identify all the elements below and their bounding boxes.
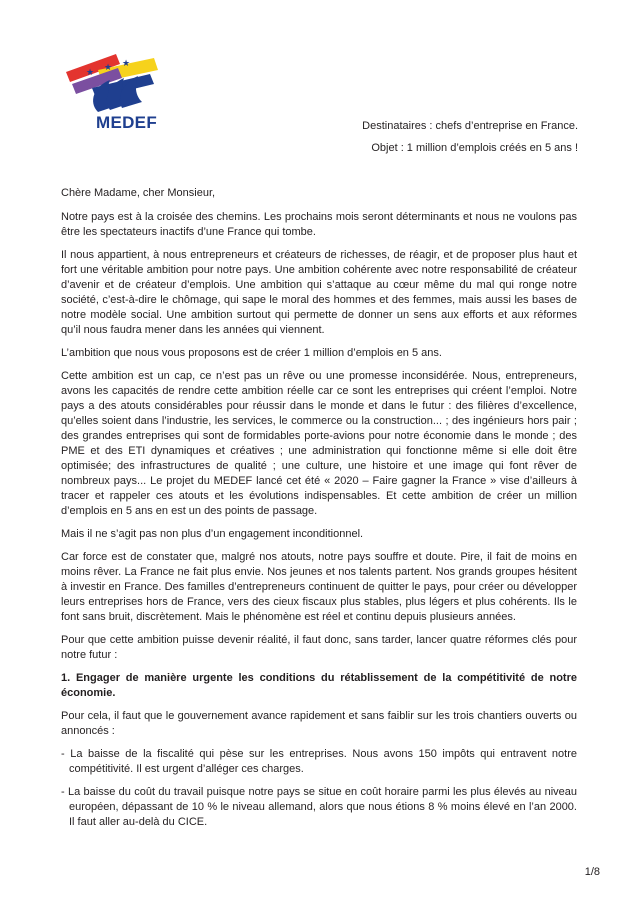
letter-meta — [362, 120, 578, 164]
bullet-1: - La baisse de la fiscalité qui pèse sur les entreprises. Nous avons 150 impôts qui entravent notre compétitivité. Il est urgent d’alléger ces charges. — [61, 748, 577, 775]
svg-text:★: ★ — [122, 59, 131, 69]
paragraph-7: Pour que cette ambition puisse devenir réalité, il faut donc, sans tarder, lancer quatre réformes clés pour notre futur : — [61, 634, 577, 661]
paragraph-5: Mais il ne s’agit pas non plus d’un engagement inconditionnel. — [61, 528, 364, 540]
paragraph-4: Cette ambition est un cap, ce n’est pas un rêve ou une promesse inconsidérée. Nous, entrepreneurs, avons les capacités de rendre cette ambition réelle car ce sont les entreprises qui créent l’emploi. Notre pays a des atouts considérables pour réussir dans le monde et dans le futur : des filières d’excellence, qu’elles soient dans l’industrie, les services, le commerce ou la construction... ; des ingénieurs hors pair ; des grandes entreprises qui sont de formidables porte-avions pour notre économie dans le monde ; des PME et des ETI dynamiques et créatives ; une administration qui fonctionne même si elle doit être optimisée; des infrastructures de qualité ; une culture, une histoire et une image qui font rêver de nombreux pays... Le projet du MEDEF lancé cet été « 2020 – Faire gagner la France » vise d’ailleurs à tracer et rappeler ces atouts et les évolutions indispensables. Et cette ambition de créer un million d’emplois en 5 ans en est un des points de passage. — [61, 370, 577, 517]
logo-wordmark: MEDEF — [96, 113, 157, 132]
section-heading-1: 1. Engager de manière urgente les conditions du rétablissement de la compétitivité de notre économie. — [61, 672, 577, 699]
paragraph-2: Il nous appartient, à nous entrepreneurs et créateurs de richesses, de réagir, et de proposer plus haut et fort une véritable ambition pour notre pays. Une ambition cohérente avec notre responsabilité de créateur d’avenir et de créateur d’emplois. Une ambition qui s’attaque au cœur même du mal qui ronge notre société, c’est-à-dire le chômage, qui sape le moral des hommes et des femmes, mais aussi les bases de notre modèle social. Une ambition surtout qui permette de donner un sens aux efforts et aux réformes qu’il nous faudra mener dans les années qui viennent. — [61, 249, 577, 336]
paragraph-1: Notre pays est à la croisée des chemins. Les prochains mois seront déterminants et nous ne voulons pas être les spectateurs inactifs d’une France qui tombe. — [61, 211, 577, 238]
svg-text:★: ★ — [104, 63, 113, 73]
page-number: 1/8 — [584, 866, 600, 878]
letter-body — [61, 186, 577, 838]
paragraph-3: L’ambition que nous vous proposons est de créer 1 million d’emplois en 5 ans. — [61, 347, 442, 359]
bullet-2: - La baisse du coût du travail puisque notre pays se situe en coût horaire parmi les plus élevés au niveau européen, dépassant de 10 % le niveau allemand, alors que nous étions 8 % moins élevé en l’an 2000. Il faut aller au-delà du CICE. — [61, 786, 577, 828]
recipients-line: Destinataires : chefs d’entreprise en France. — [362, 120, 578, 132]
greeting: Chère Madame, cher Monsieur, — [61, 187, 216, 199]
paragraph-6: Car force est de constater que, malgré nos atouts, notre pays souffre et doute. Pire, il fait de moins en moins rêver. La France ne fait plus envie. Nos jeunes et nos talents partent. Nos grands groupes hésitent à investir en France. Des familles d’entrepreneurs continuent de quitter le pays, pour créer ou développer leurs entreprises hors de France, vers des cieux fiscaux plus stables, plus légers et plus cohérents. Ils le font sans bruit, discrètement. Mais le phénomène est réel et continu depuis plusieurs années. — [61, 551, 577, 623]
paragraph-8: Pour cela, il faut que le gouvernement avance rapidement et sans faiblir sur les trois chantiers ouverts ou annoncés : — [61, 710, 577, 737]
subject-line: Objet : 1 million d’emplois créés en 5 ans ! — [371, 142, 578, 154]
svg-text:★: ★ — [86, 68, 95, 78]
